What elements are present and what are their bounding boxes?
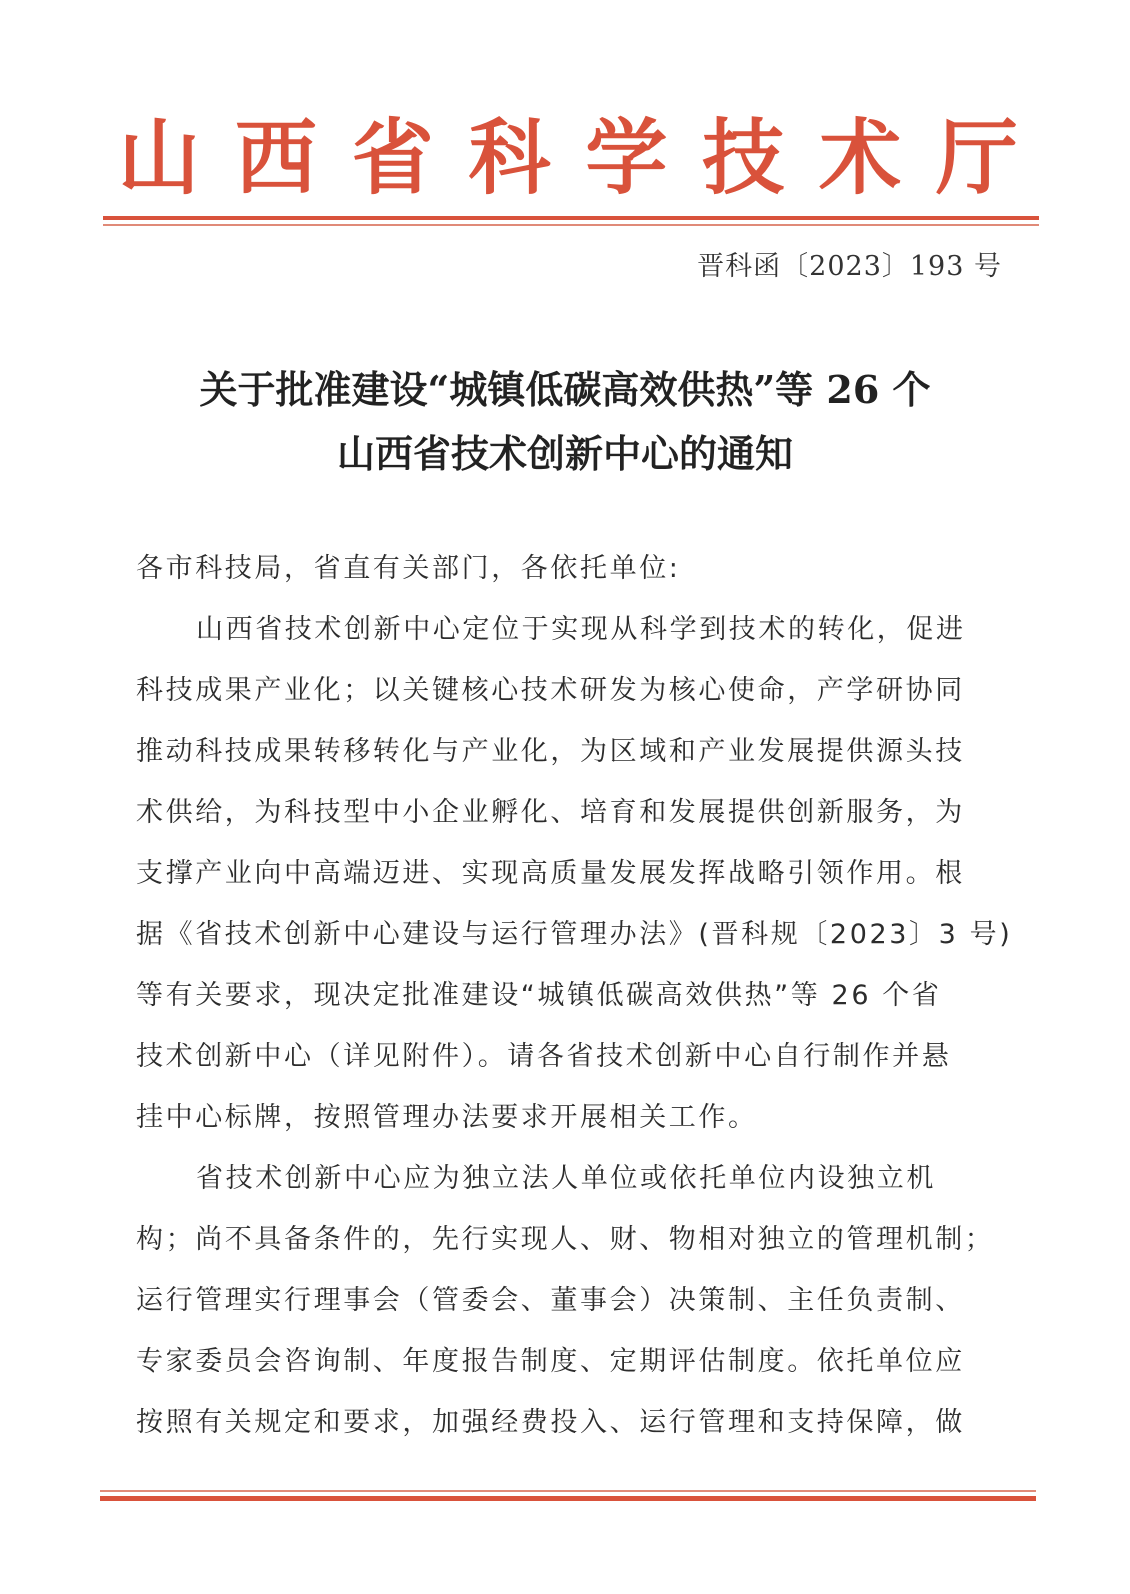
masthead-char: 厅	[935, 110, 1018, 206]
header-divider	[103, 216, 1039, 228]
footer-divider-thick-line	[100, 1496, 1036, 1501]
document-number: 晋科函〔2023〕193 号	[697, 251, 1002, 282]
paragraph-line: 山西省技术创新中心定位于实现从科学到技术的转化，促进	[196, 614, 966, 645]
footer-divider	[100, 1490, 1036, 1504]
masthead-char: 术	[819, 110, 902, 206]
paragraph-line: 支撑产业向中高端迈进、实现高质量发展发挥战略引领作用。根	[136, 858, 965, 889]
paragraph-line: 技术创新中心（详见附件）。请各省技术创新中心自行制作并悬	[136, 1041, 952, 1072]
title-line-1: 关于批准建设“城镇低碳高效供热”等 26 个	[199, 367, 931, 412]
masthead-char: 技	[702, 110, 785, 206]
paragraph-line: 按照有关规定和要求，加强经费投入、运行管理和支持保障，做	[136, 1407, 965, 1438]
salutation-text: 各市科技局，省直有关部门，各依托单位:	[136, 553, 681, 584]
paragraph-1	[136, 599, 1013, 1148]
masthead-char: 山	[118, 110, 201, 206]
paragraph-line: 推动科技成果转移转化与产业化，为区域和产业发展提供源头技	[136, 736, 965, 767]
masthead-char: 西	[234, 110, 317, 206]
paragraph-line: 术供给，为科技型中小企业孵化、培育和发展提供创新服务，为	[136, 797, 965, 828]
paragraph-line: 省技术创新中心应为独立法人单位或依托单位内设独立机	[196, 1163, 936, 1194]
document-title	[100, 358, 1030, 486]
masthead-char: 科	[468, 110, 551, 206]
paragraph-line: 挂中心标牌，按照管理办法要求开展相关工作。	[136, 1102, 758, 1133]
header-divider-thick-line	[103, 216, 1039, 220]
header-divider-thin-line	[103, 224, 1039, 226]
masthead-char: 省	[351, 110, 434, 206]
paragraph-line: 等有关要求，现决定批准建设“城镇低碳高效供热”等 26 个省	[136, 980, 942, 1011]
paragraph-line: 运行管理实行理事会（管委会、董事会）决策制、主任负责制、	[136, 1285, 965, 1316]
title-line-2: 山西省技术创新中心的通知	[336, 431, 793, 476]
paragraph-line: 构；尚不具备条件的，先行实现人、财、物相对独立的管理机制；	[136, 1224, 995, 1255]
salutation	[136, 538, 1006, 599]
paragraph-2	[136, 1148, 1006, 1453]
paragraph-line: 据《省技术创新中心建设与运行管理办法》(晋科规〔2023〕3 号)	[136, 919, 1013, 950]
footer-divider-thin-line	[100, 1490, 1036, 1492]
masthead-organization-name	[118, 108, 1018, 208]
paragraph-line: 科技成果产业化；以关键核心技术研发为核心使命，产学研协同	[136, 675, 965, 706]
document-body	[136, 538, 1013, 1453]
paragraph-line: 专家委员会咨询制、年度报告制度、定期评估制度。依托单位应	[136, 1346, 965, 1377]
masthead-char: 学	[585, 110, 668, 206]
